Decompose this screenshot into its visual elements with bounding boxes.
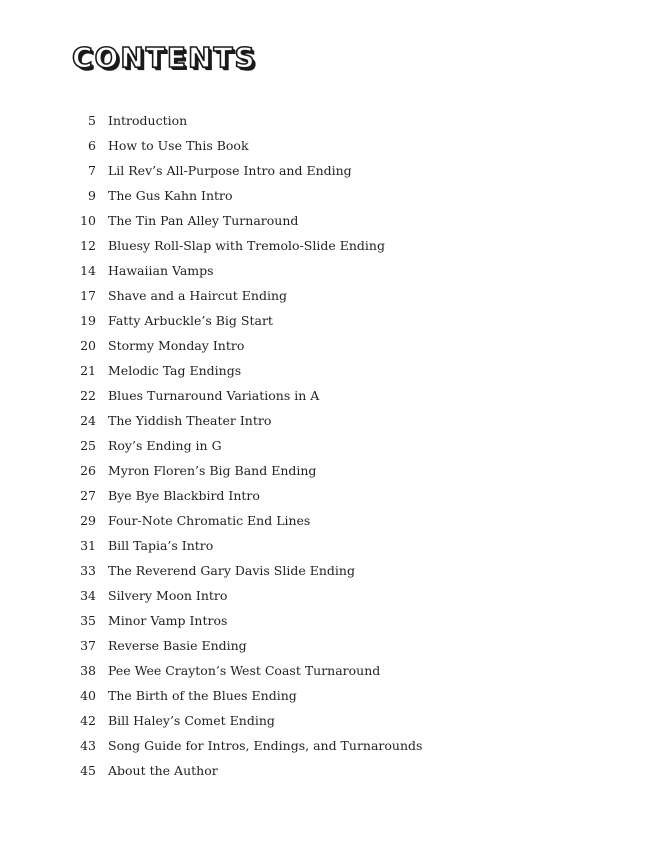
toc-entry-title: About the Author: [108, 763, 218, 778]
toc-entry-title: Bill Tapia’s Intro: [108, 538, 214, 553]
toc-page-number: 34: [80, 588, 96, 603]
toc-entry: [70, 208, 590, 233]
toc-entry: [70, 683, 590, 708]
toc-page-number: 6: [88, 138, 96, 153]
toc-entry-title: Lil Rev’s All-Purpose Intro and Ending: [108, 163, 352, 178]
toc-page-number: 40: [80, 688, 96, 703]
toc-page-number: 17: [80, 288, 96, 303]
page-title: CONTENTS: [72, 41, 257, 74]
toc-page-number: 43: [80, 738, 96, 753]
toc-page-number: 25: [80, 438, 96, 453]
toc-entry: [70, 583, 590, 608]
toc-entry: [70, 258, 590, 283]
toc-entry-title: Roy’s Ending in G: [108, 438, 222, 453]
toc-entry: [70, 133, 590, 158]
toc-entry-title: The Birth of the Blues Ending: [108, 688, 297, 703]
toc-entry: [70, 358, 590, 383]
toc-entry-title: How to Use This Book: [108, 138, 249, 153]
toc-page-number: 10: [80, 213, 96, 228]
toc-entry: [70, 108, 590, 133]
toc-entry-title: Hawaiian Vamps: [108, 263, 214, 278]
toc-entry-title: Silvery Moon Intro: [108, 588, 228, 603]
toc-entry: [70, 483, 590, 508]
toc-entry: [70, 758, 590, 783]
toc-entry: [70, 308, 590, 333]
toc-entry-title: Fatty Arbuckle’s Big Start: [108, 313, 273, 328]
toc-entry-title: The Tin Pan Alley Turnaround: [108, 213, 299, 228]
toc-entry-title: The Yiddish Theater Intro: [108, 413, 272, 428]
toc-entry-title: Myron Floren’s Big Band Ending: [108, 463, 317, 478]
toc-entry-title: Shave and a Haircut Ending: [108, 288, 288, 303]
toc-entry: [70, 408, 590, 433]
toc-entry: [70, 333, 590, 358]
toc-entry-title: The Gus Kahn Intro: [108, 188, 233, 203]
toc-entry: [70, 708, 590, 733]
toc-page-number: 19: [80, 313, 96, 328]
toc-entry-title: Bill Haley’s Comet Ending: [108, 713, 275, 728]
toc-entry: [70, 183, 590, 208]
toc-page-number: 20: [80, 338, 96, 353]
toc-page-number: 33: [80, 563, 96, 578]
toc-page-number: 9: [88, 188, 96, 203]
toc-entry: [70, 508, 590, 533]
toc-entry: [70, 658, 590, 683]
toc-page-number: 24: [80, 413, 96, 428]
toc-page-number: 7: [88, 163, 96, 178]
toc-page-number: 42: [80, 713, 96, 728]
toc-page-number: 35: [80, 613, 96, 628]
toc-page-number: 14: [80, 263, 96, 278]
toc-entry-title: Pee Wee Crayton’s West Coast Turnaround: [108, 663, 381, 678]
toc-entry: [70, 458, 590, 483]
toc-page-number: 21: [80, 363, 96, 378]
toc-entry: [70, 233, 590, 258]
toc-entry-title: Melodic Tag Endings: [108, 363, 242, 378]
toc-page-number: 29: [80, 513, 96, 528]
toc-entry-title: Song Guide for Intros, Endings, and Turnarounds: [108, 738, 423, 753]
toc-page-number: 22: [80, 388, 96, 403]
toc-entry: [70, 533, 590, 558]
toc-page-number: 38: [80, 663, 96, 678]
toc-entry: [70, 158, 590, 183]
toc-entry: [70, 433, 590, 458]
toc-entry-title: Introduction: [108, 113, 188, 128]
toc-entry: [70, 733, 590, 758]
toc-page-number: 26: [80, 463, 96, 478]
toc-entry-title: Minor Vamp Intros: [108, 613, 228, 628]
toc-entry-title: Four-Note Chromatic End Lines: [108, 513, 311, 528]
table-of-contents: [70, 108, 590, 783]
toc-entry: [70, 558, 590, 583]
toc-entry-title: Bluesy Roll-Slap with Tremolo-Slide Ending: [108, 238, 385, 253]
toc-page-number: 5: [88, 113, 96, 128]
toc-entry-title: Reverse Basie Ending: [108, 638, 247, 653]
toc-entry: [70, 383, 590, 408]
toc-entry: [70, 633, 590, 658]
toc-entry-title: The Reverend Gary Davis Slide Ending: [108, 563, 355, 578]
toc-entry-title: Blues Turnaround Variations in A: [108, 388, 320, 403]
toc-entry-title: Stormy Monday Intro: [108, 338, 245, 353]
toc-entry: [70, 283, 590, 308]
toc-page-number: 31: [80, 538, 96, 553]
toc-page-number: 27: [80, 488, 96, 503]
toc-page-number: 45: [80, 763, 96, 778]
toc-page-number: 12: [80, 238, 96, 253]
toc-entry-title: Bye Bye Blackbird Intro: [108, 488, 260, 503]
toc-entry: [70, 608, 590, 633]
toc-page-number: 37: [80, 638, 96, 653]
